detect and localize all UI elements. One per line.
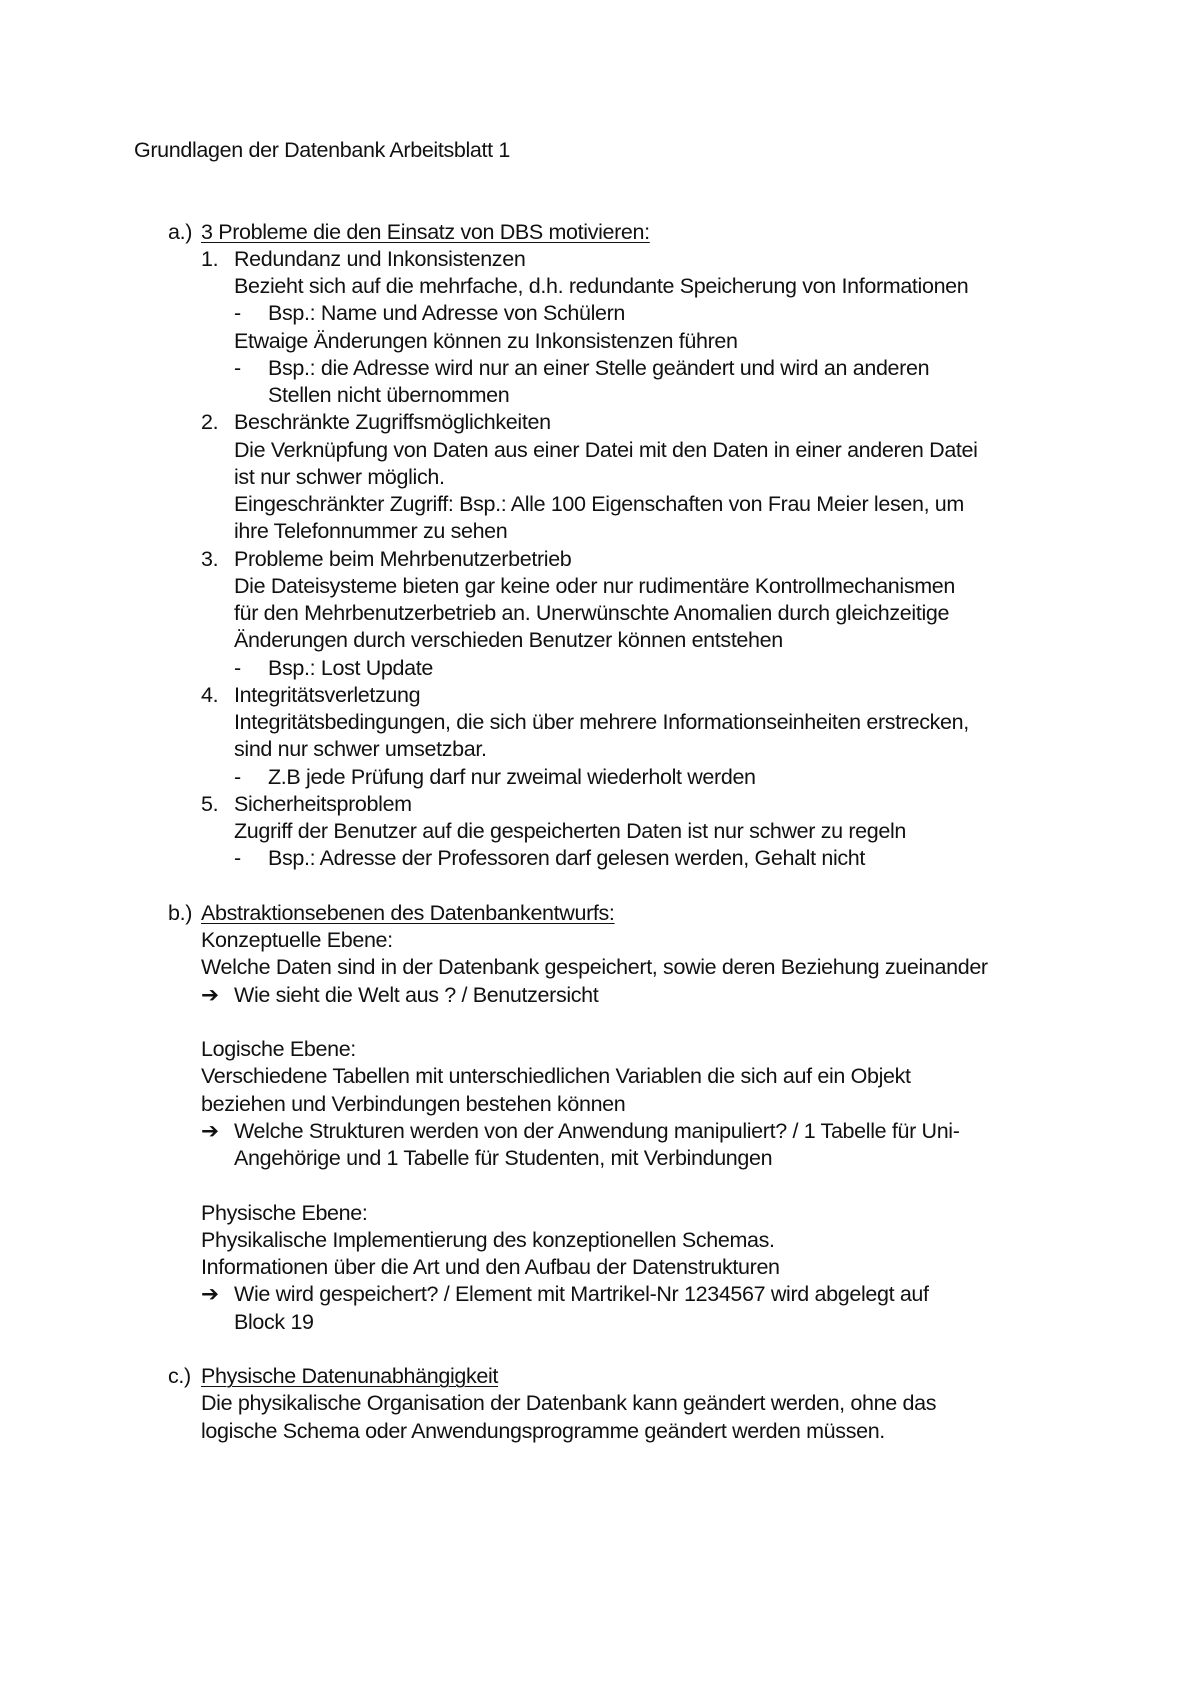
item-text: Die Verknüpfung von Daten aus einer Datei mit den Daten in einer anderen Datei bbox=[234, 438, 978, 462]
item-text: Eingeschränkter Zugriff: Bsp.: Alle 100 Eigenschaften von Frau Meier lesen, um bbox=[234, 492, 964, 516]
level-text: Physikalische Implementierung des konzeptionellen Schemas. bbox=[201, 1228, 775, 1252]
item-number: 3. bbox=[201, 547, 219, 571]
arrow-text: Wie wird gespeichert? / Element mit Martrikel-Nr 1234567 wird abgelegt auf bbox=[234, 1282, 929, 1306]
item-text: Etwaige Änderungen können zu Inkonsistenzen führen bbox=[234, 329, 738, 353]
level-text: Welche Daten sind in der Datenbank gespeichert, sowie deren Beziehung zueinander bbox=[201, 955, 988, 979]
item-title: Probleme beim Mehrbenutzerbetrieb bbox=[234, 547, 572, 571]
item-text: Die Dateisysteme bieten gar keine oder nur rudimentäre Kontrollmechanismen bbox=[234, 574, 956, 598]
item-title: Redundanz und Inkonsistenzen bbox=[234, 247, 526, 271]
bullet-text: Bsp.: die Adresse wird nur an einer Stelle geändert und wird an anderen bbox=[268, 356, 930, 380]
section-c-text: logische Schema oder Anwendungsprogramme geändert werden müssen. bbox=[201, 1419, 885, 1443]
item-text: Zugriff der Benutzer auf die gespeicherten Daten ist nur schwer zu regeln bbox=[234, 819, 906, 843]
arrow-text: Block 19 bbox=[234, 1310, 314, 1334]
section-c-heading: Physische Datenunabhängigkeit bbox=[201, 1364, 499, 1388]
arrow-icon: ➔ bbox=[201, 1119, 219, 1143]
item-text: für den Mehrbenutzerbetrieb an. Unerwünschte Anomalien durch gleichzeitige bbox=[234, 601, 950, 625]
item-number: 2. bbox=[201, 410, 219, 434]
bullet-dash: - bbox=[234, 765, 241, 789]
section-b-marker: b.) bbox=[168, 901, 193, 925]
level-text: Informationen über die Art und den Aufbau der Datenstrukturen bbox=[201, 1255, 780, 1279]
arrow-icon: ➔ bbox=[201, 1282, 219, 1306]
item-number: 1. bbox=[201, 247, 219, 271]
arrow-text: Welche Strukturen werden von der Anwendung manipuliert? / 1 Tabelle für Uni- bbox=[234, 1119, 960, 1143]
section-a-marker: a.) bbox=[168, 220, 193, 244]
section-c-marker: c.) bbox=[168, 1364, 191, 1388]
arrow-text: Wie sieht die Welt aus ? / Benutzersicht bbox=[234, 983, 599, 1007]
bullet-text: Bsp.: Name und Adresse von Schülern bbox=[268, 301, 626, 325]
document-title: Grundlagen der Datenbank Arbeitsblatt 1 bbox=[134, 138, 510, 162]
item-number: 4. bbox=[201, 683, 219, 707]
level-label: Logische Ebene: bbox=[201, 1037, 356, 1061]
arrow-text: Angehörige und 1 Tabelle für Studenten, mit Verbindungen bbox=[234, 1146, 773, 1170]
section-a-heading: 3 Probleme die den Einsatz von DBS motivieren: bbox=[201, 220, 650, 244]
bullet-text: Bsp.: Lost Update bbox=[268, 656, 433, 680]
item-title: Sicherheitsproblem bbox=[234, 792, 412, 816]
level-text: beziehen und Verbindungen bestehen können bbox=[201, 1092, 626, 1116]
item-text: Änderungen durch verschieden Benutzer können entstehen bbox=[234, 628, 783, 652]
bullet-text: Z.B jede Prüfung darf nur zweimal wiederholt werden bbox=[268, 765, 756, 789]
item-title: Beschränkte Zugriffsmöglichkeiten bbox=[234, 410, 551, 434]
section-b-heading: Abstraktionsebenen des Datenbankentwurfs: bbox=[201, 901, 615, 925]
item-text: ist nur schwer möglich. bbox=[234, 465, 445, 489]
bullet-dash: - bbox=[234, 656, 241, 680]
level-label: Physische Ebene: bbox=[201, 1201, 368, 1225]
bullet-text: Stellen nicht übernommen bbox=[268, 383, 510, 407]
item-text: Integritätsbedingungen, die sich über mehrere Informationseinheiten erstrecken, bbox=[234, 710, 969, 734]
section-c-text: Die physikalische Organisation der Datenbank kann geändert werden, ohne das bbox=[201, 1391, 937, 1415]
arrow-icon: ➔ bbox=[201, 983, 219, 1007]
item-text: ihre Telefonnummer zu sehen bbox=[234, 519, 508, 543]
level-label: Konzeptuelle Ebene: bbox=[201, 928, 393, 952]
level-text: Verschiedene Tabellen mit unterschiedlichen Variablen die sich auf ein Objekt bbox=[201, 1064, 911, 1088]
bullet-text: Bsp.: Adresse der Professoren darf gelesen werden, Gehalt nicht bbox=[268, 846, 866, 870]
item-title: Integritätsverletzung bbox=[234, 683, 421, 707]
item-text: sind nur schwer umsetzbar. bbox=[234, 737, 487, 761]
bullet-dash: - bbox=[234, 846, 241, 870]
bullet-dash: - bbox=[234, 356, 241, 380]
item-number: 5. bbox=[201, 792, 219, 816]
bullet-dash: - bbox=[234, 301, 241, 325]
item-text: Bezieht sich auf die mehrfache, d.h. redundante Speicherung von Informationen bbox=[234, 274, 969, 298]
